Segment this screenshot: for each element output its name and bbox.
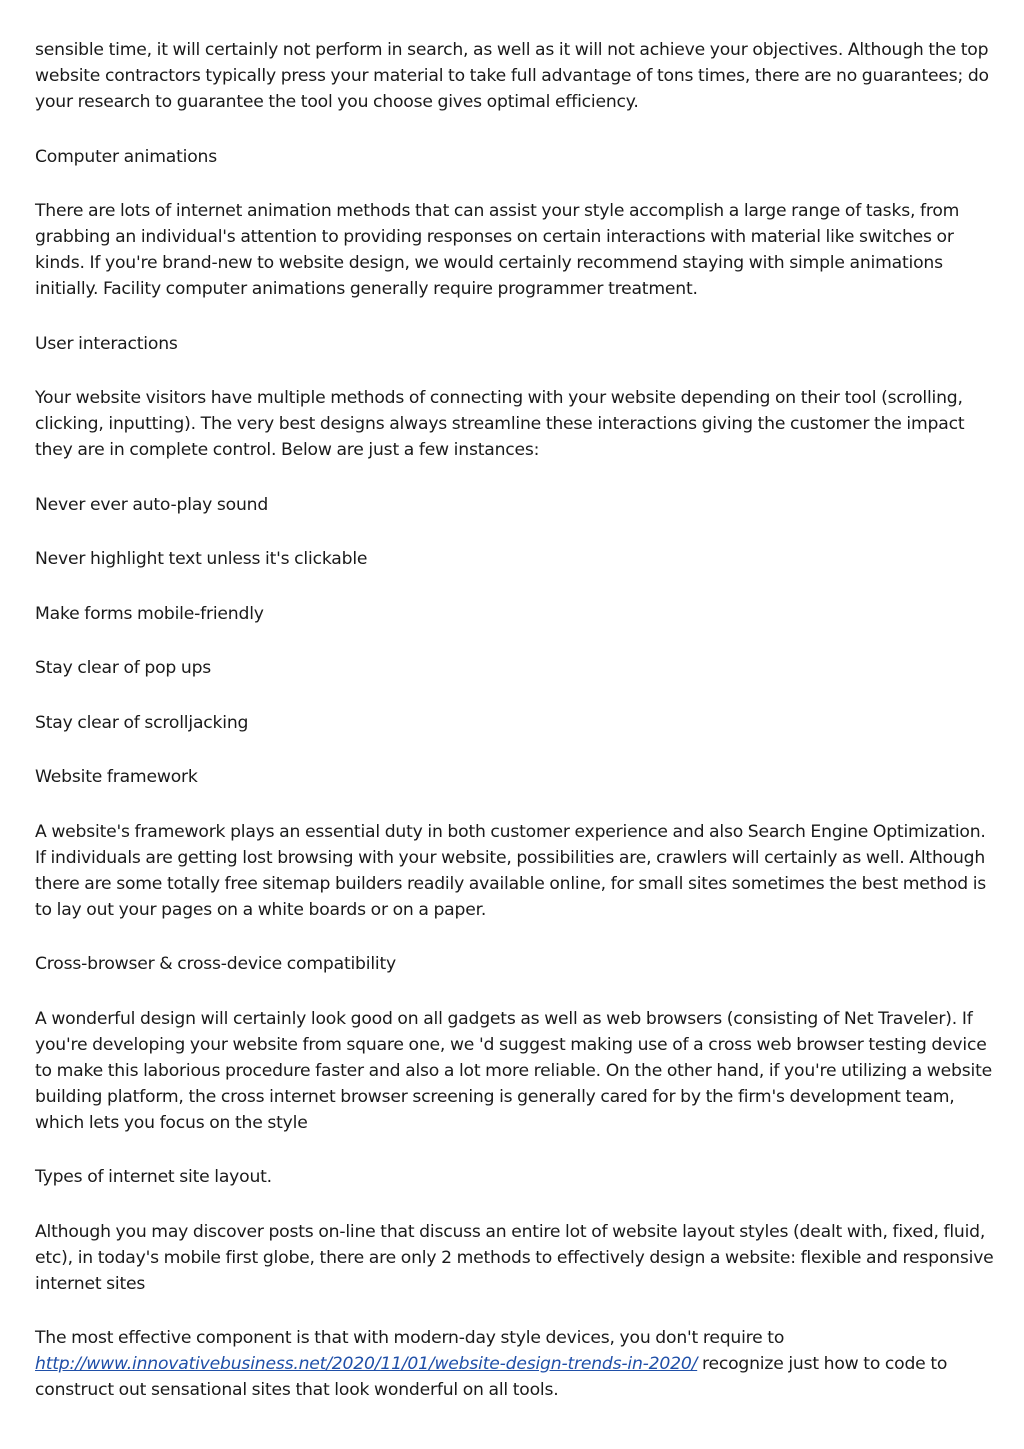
paragraph-intro-continued: sensible time, it will certainly not perform in search, as well as it will not achieve your objectives. Although the top website contractors typically press your material to take full advantage of tons times, there are no guarantees; do your research to guarantee the tool you choose gives optimal efficiency. <box>35 40 989 112</box>
document-body <box>35 37 995 1403</box>
paragraph-user-interactions: Your website visitors have multiple methods of connecting with your website depending on their tool (scrolling, clicking, inputting). The very best designs always streamline these interactions giving the customer the impact they are in complete control. Below are just a few instances: <box>35 388 965 460</box>
paragraph-final <box>35 1325 995 1403</box>
article-link[interactable]: http://www.innovativebusiness.net/2020/11/01/website-design-trends-in-2020/ <box>35 1354 698 1374</box>
final-text-before-link: The most effective component is that with modern-day style devices, you don't require to <box>35 1328 785 1348</box>
paragraph-layout-types: Although you may discover posts on-line that discuss an entire lot of website layout styles (dealt with, fixed, fluid, etc), in today's mobile first globe, there are only 2 methods to effectively design a website: flexible and responsive internet sites <box>35 1221 994 1294</box>
list-item-no-highlight: Never highlight text unless it's clickable <box>35 549 368 569</box>
heading-computer-animations: Computer animations <box>35 146 217 167</box>
paragraph-animations: There are lots of internet animation methods that can assist your style accomplish a large range of tasks, from grabbing an individual's attention to providing responses on certain interactions with material like switches or kinds. If you're brand-new to website design, we would certainly recommend staying with simple animations initially. Facility computer animations generally require programmer treatment. <box>35 201 960 299</box>
list-item-mobile-forms: Make forms mobile-friendly <box>35 603 264 624</box>
list-item-no-popups: Stay clear of pop ups <box>35 658 212 678</box>
heading-compatibility: Cross-browser & cross-device compatibility <box>35 954 397 974</box>
list-item-no-scrolljacking: Stay clear of scrolljacking <box>35 712 249 733</box>
list-item-no-autoplay: Never ever auto-play sound <box>35 494 269 515</box>
heading-website-framework: Website framework <box>35 767 198 787</box>
paragraph-compatibility: A wonderful design will certainly look good on all gadgets as well as web browsers (consisting of Net Traveler). If you're developing your website from square one, we 'd suggest making use of a cross web browser testing device to make this laborious procedure faster and also a lot more reliable. On the other hand, if you're utilizing a website building platform, the cross internet browser screening is generally cared for by the firm's development team, which lets you focus on the style <box>35 1008 992 1133</box>
paragraph-website-framework: A website's framework plays an essential duty in both customer experience and also Search Engine Optimization. If individuals are getting lost browsing with your website, possibilities are, crawlers will certainly as well. Although there are some totally free sitemap builders readily available online, for small sites sometimes the best method is to lay out your pages on a white boards or on a paper. <box>35 821 987 920</box>
heading-layout-types: Types of internet site layout. <box>35 1167 272 1187</box>
heading-user-interactions: User interactions <box>35 333 178 354</box>
final-text-after-link: recognize just how to code to construct out sensational sites that look wonderful on all tools. <box>35 1354 948 1400</box>
